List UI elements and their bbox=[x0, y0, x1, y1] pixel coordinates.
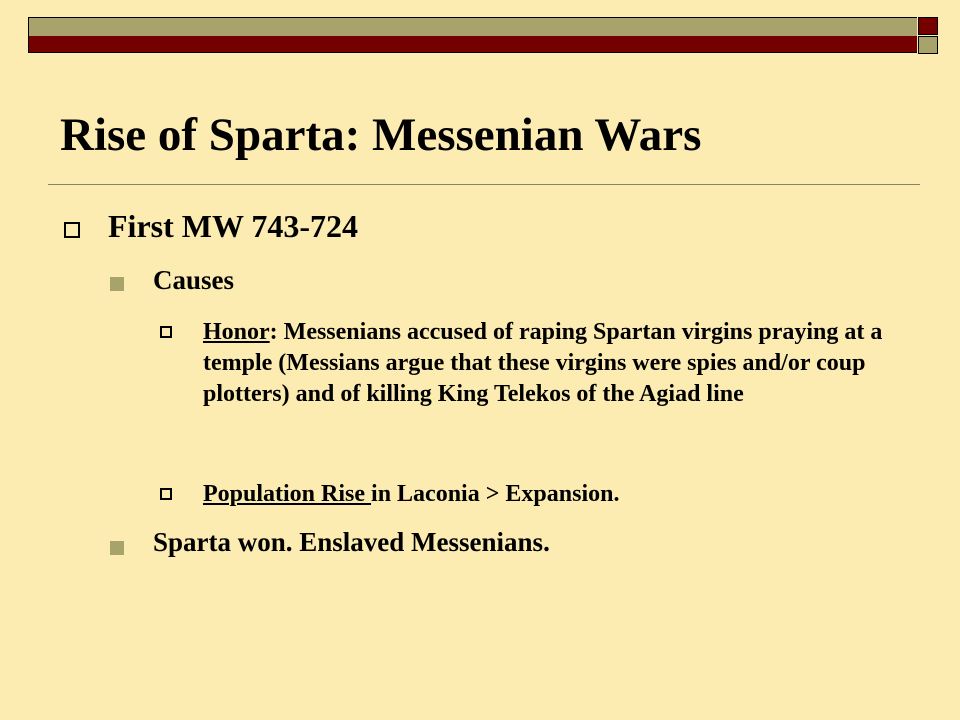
bullet-population bbox=[203, 479, 903, 510]
population-description: in Laconia > Expansion. bbox=[371, 481, 620, 507]
bullet-first-mw: First MW 743-724 bbox=[108, 208, 359, 244]
top-bar-maroon-stripe bbox=[28, 36, 917, 53]
hollow-square-bullet-icon bbox=[160, 488, 172, 500]
corner-square-maroon bbox=[918, 17, 938, 35]
solid-square-bullet-icon bbox=[110, 541, 124, 555]
solid-square-bullet-icon bbox=[110, 277, 124, 291]
honor-term: Honor bbox=[203, 319, 270, 345]
bullet-honor bbox=[203, 317, 903, 410]
bullet-result: Sparta won. Enslaved Messenians. bbox=[153, 527, 550, 557]
corner-square-olive bbox=[918, 36, 938, 54]
top-bar-olive-stripe bbox=[28, 17, 917, 36]
hollow-square-bullet-icon bbox=[64, 222, 80, 238]
title-underline-rule bbox=[48, 184, 920, 185]
population-term: Population Rise bbox=[203, 481, 372, 507]
top-decorative-bar bbox=[18, 17, 940, 63]
hollow-square-bullet-icon bbox=[160, 326, 172, 338]
bullet-causes: Causes bbox=[153, 265, 235, 295]
slide-title: Rise of Sparta: Messenian Wars bbox=[60, 109, 702, 161]
honor-description: : Messenians accused of raping Spartan virgins praying at a temple (Messians argue that these virgins were spies and/or coup plotters) and of killing King Telekos of the Agiad line bbox=[203, 319, 883, 407]
